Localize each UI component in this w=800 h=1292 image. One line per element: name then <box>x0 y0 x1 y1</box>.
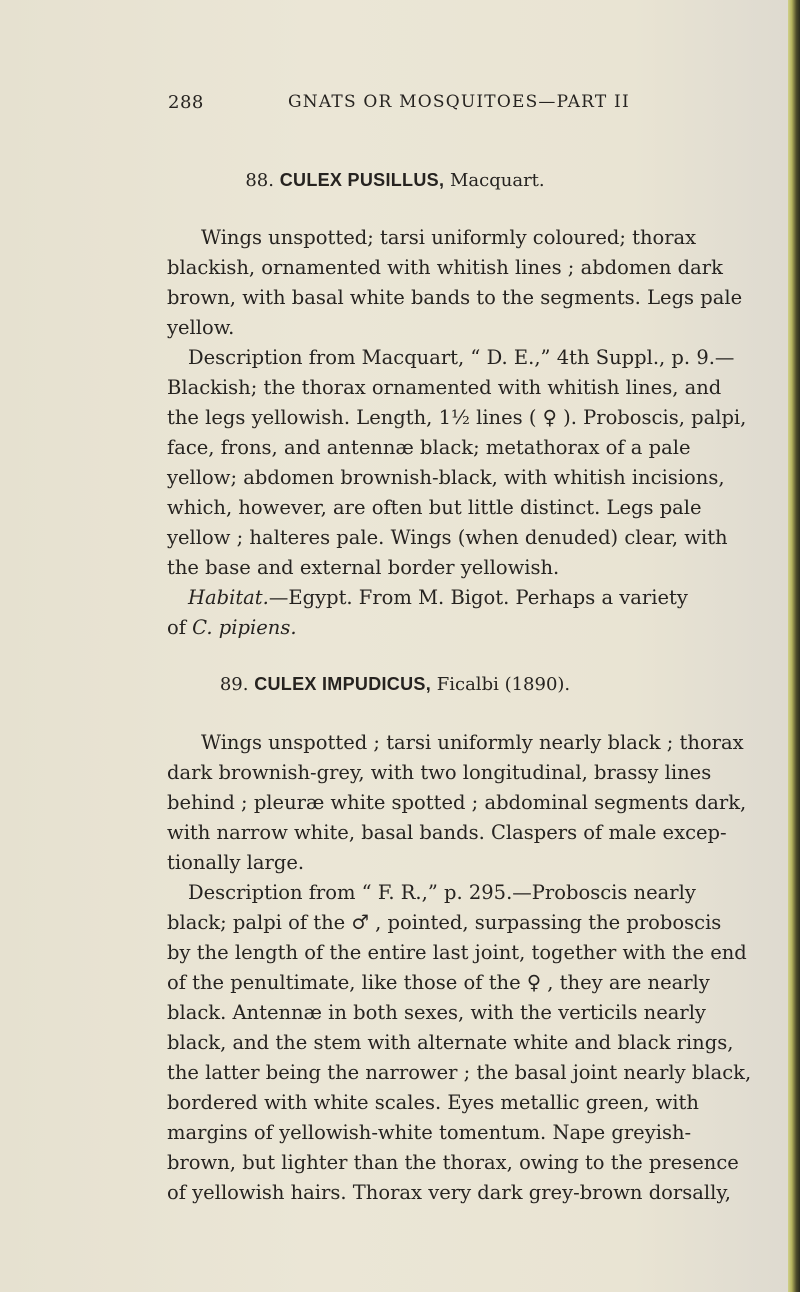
text-line: brown, with basal white bands to the segments. Legs pale <box>167 286 743 309</box>
text-line: yellow ; halteres pale. Wings (when denuded) clear, with <box>167 526 728 549</box>
text-line: Wings unspotted ; tarsi uniformly nearly black ; thorax <box>201 731 744 754</box>
text-line: blackish, ornamented with whitish lines ; abdomen dark <box>167 256 723 279</box>
page-edge-binding <box>788 0 800 1292</box>
text-line: face, frons, and antennæ black; metathorax of a pale <box>167 436 691 459</box>
entry-89-number: 89. <box>219 674 249 695</box>
entry-89-heading <box>0 674 790 695</box>
entry-88-species: CULEX PUSILLUS, <box>279 170 445 190</box>
text-line: Description from Macquart, “ D. E.,” 4th Suppl., p. 9.— <box>188 346 735 369</box>
variety-line <box>167 613 297 643</box>
text-line: Wings unspotted; tarsi uniformly coloured; thorax <box>201 226 697 249</box>
text-line: yellow. <box>167 316 235 339</box>
habitat-text: —Egypt. From M. Bigot. Perhaps a variety <box>268 586 688 609</box>
entry-89-species: CULEX IMPUDICUS, <box>254 674 432 694</box>
text-line: Description from “ F. R.,” p. 295.—Proboscis nearly <box>188 881 696 904</box>
text-line: Blackish; the thorax ornamented with whitish lines, and <box>167 376 722 399</box>
variety-prefix: of <box>167 616 193 639</box>
text-line: brown, but lighter than the thorax, owing to the presence <box>167 1151 739 1174</box>
habitat-label: Habitat. <box>188 586 269 609</box>
entry-88-number: 88. <box>245 170 274 191</box>
text-line: bordered with white scales. Eyes metallic green, with <box>167 1091 699 1114</box>
text-line: the latter being the narrower ; the basal joint nearly black, <box>167 1061 752 1084</box>
running-title: GNATS OR MOSQUITOES—PART II <box>288 92 630 112</box>
text-line: the legs yellowish. Length, 1½ lines ( ♀ ). Proboscis, palpi, <box>167 406 747 429</box>
page-number: 288 <box>168 92 204 113</box>
text-line: of yellowish hairs. Thorax very dark grey-brown dorsally, <box>167 1181 731 1204</box>
text-line: of the penultimate, like those of the ♀ , they are nearly <box>167 971 710 994</box>
text-line: dark brownish-grey, with two longitudinal, brassy lines <box>167 761 712 784</box>
entry-88-heading <box>0 170 790 191</box>
text-line: with narrow white, basal bands. Claspers of male excep- <box>167 821 727 844</box>
text-line: yellow; abdomen brownish-black, with whitish incisions, <box>167 466 725 489</box>
variety-species: C. pipiens. <box>192 616 297 639</box>
text-line: behind ; pleuræ white spotted ; abdominal segments dark, <box>167 791 747 814</box>
text-line: black, and the stem with alternate white and black rings, <box>167 1031 734 1054</box>
text-line: which, however, are often but little distinct. Legs pale <box>167 496 702 519</box>
text-line: the base and external border yellowish. <box>167 556 560 579</box>
text-line: black. Antennæ in both sexes, with the verticils nearly <box>167 1001 706 1024</box>
entry-89-author: Ficalbi (1890). <box>436 674 571 695</box>
text-line: black; palpi of the ♂ , pointed, surpassing the proboscis <box>167 911 722 934</box>
entry-88-author: Macquart. <box>449 170 545 191</box>
text-line: margins of yellowish-white tomentum. Nape greyish- <box>167 1121 692 1144</box>
habitat-line <box>188 583 688 613</box>
text-line: by the length of the entire last joint, together with the end <box>167 941 747 964</box>
text-line: tionally large. <box>167 851 305 874</box>
